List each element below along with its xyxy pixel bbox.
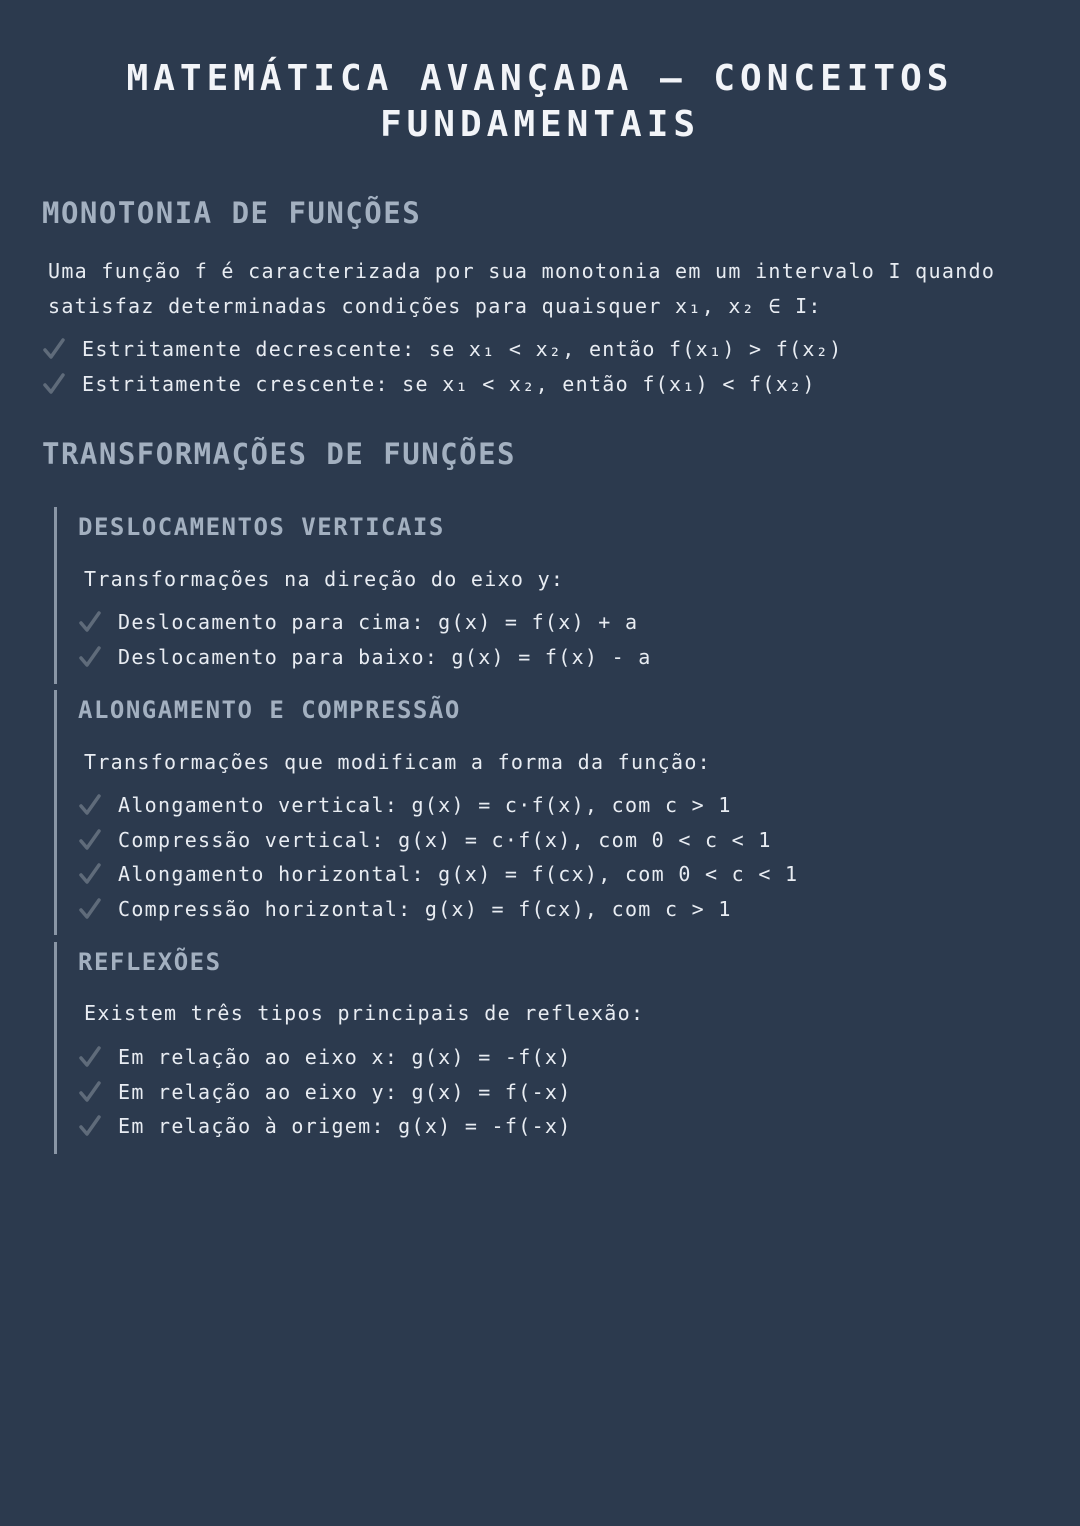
list-item-text: Alongamento horizontal: g(x) = f(cx), com 0 < c < 1 [118, 862, 799, 886]
title-line-1: MATEMÁTICA AVANÇADA – CONCEITOS [126, 58, 954, 99]
subsection-divider [54, 507, 57, 684]
monotonia-intro-line-2: satisfaz determinadas condições para quaisquer x₁, x₂ ∈ I: [48, 294, 822, 318]
title-line-2: FUNDAMENTAIS [379, 104, 701, 145]
check-icon [78, 610, 102, 634]
check-icon [42, 372, 66, 396]
alongamento-intro: Transformações que modificam a forma da função: [84, 750, 712, 774]
list-item-text: Em relação ao eixo y: g(x) = f(-x) [118, 1080, 572, 1104]
check-icon [78, 828, 102, 852]
list-item-text: Deslocamento para baixo: g(x) = f(x) - a [118, 645, 652, 669]
check-icon [78, 645, 102, 669]
check-icon [78, 793, 102, 817]
section-heading-monotonia: MONOTONIA DE FUNÇÕES [42, 196, 422, 230]
list-item [78, 1114, 572, 1138]
section-heading-transformacoes: TRANSFORMAÇÕES DE FUNÇÕES [42, 437, 516, 471]
list-item-text: Deslocamento para cima: g(x) = f(x) + a [118, 610, 639, 634]
list-item-text: Alongamento vertical: g(x) = c·f(x), com c > 1 [118, 793, 732, 817]
list-item-text: Em relação ao eixo x: g(x) = -f(x) [118, 1045, 572, 1069]
deslocamentos-intro: Transformações na direção do eixo y: [84, 567, 565, 591]
subsection-heading-alongamento: ALONGAMENTO E COMPRESSÃO [78, 696, 461, 724]
check-icon [78, 1114, 102, 1138]
list-item-text: Estritamente decrescente: se x₁ < x₂, então f(x₁) > f(x₂) [82, 337, 843, 361]
page-title [0, 56, 1080, 148]
list-item [78, 1080, 572, 1104]
reflexoes-intro: Existem três tipos principais de reflexão: [84, 1001, 645, 1025]
list-item [78, 610, 638, 634]
list-item [78, 897, 732, 921]
monotonia-intro [48, 254, 995, 324]
check-icon [78, 862, 102, 886]
list-item-text: Compressão horizontal: g(x) = f(cx), com c > 1 [118, 897, 732, 921]
list-item [42, 372, 816, 396]
list-item-text: Compressão vertical: g(x) = c·f(x), com 0 < c < 1 [118, 828, 772, 852]
list-item [78, 862, 798, 886]
check-icon [42, 337, 66, 361]
subsection-heading-deslocamentos: DESLOCAMENTOS VERTICAIS [78, 513, 445, 541]
list-item [78, 645, 652, 669]
list-item [42, 337, 842, 361]
list-item [78, 828, 772, 852]
list-item [78, 793, 732, 817]
subsection-divider [54, 942, 57, 1154]
check-icon [78, 897, 102, 921]
check-icon [78, 1080, 102, 1104]
list-item-text: Em relação à origem: g(x) = -f(-x) [118, 1114, 572, 1138]
subsection-divider [54, 690, 57, 935]
check-icon [78, 1045, 102, 1069]
list-item-text: Estritamente crescente: se x₁ < x₂, então f(x₁) < f(x₂) [82, 372, 816, 396]
list-item [78, 1045, 572, 1069]
subsection-heading-reflexoes: REFLEXÕES [78, 948, 222, 976]
monotonia-intro-line-1: Uma função f é caracterizada por sua monotonia em um intervalo I quando [48, 259, 996, 283]
